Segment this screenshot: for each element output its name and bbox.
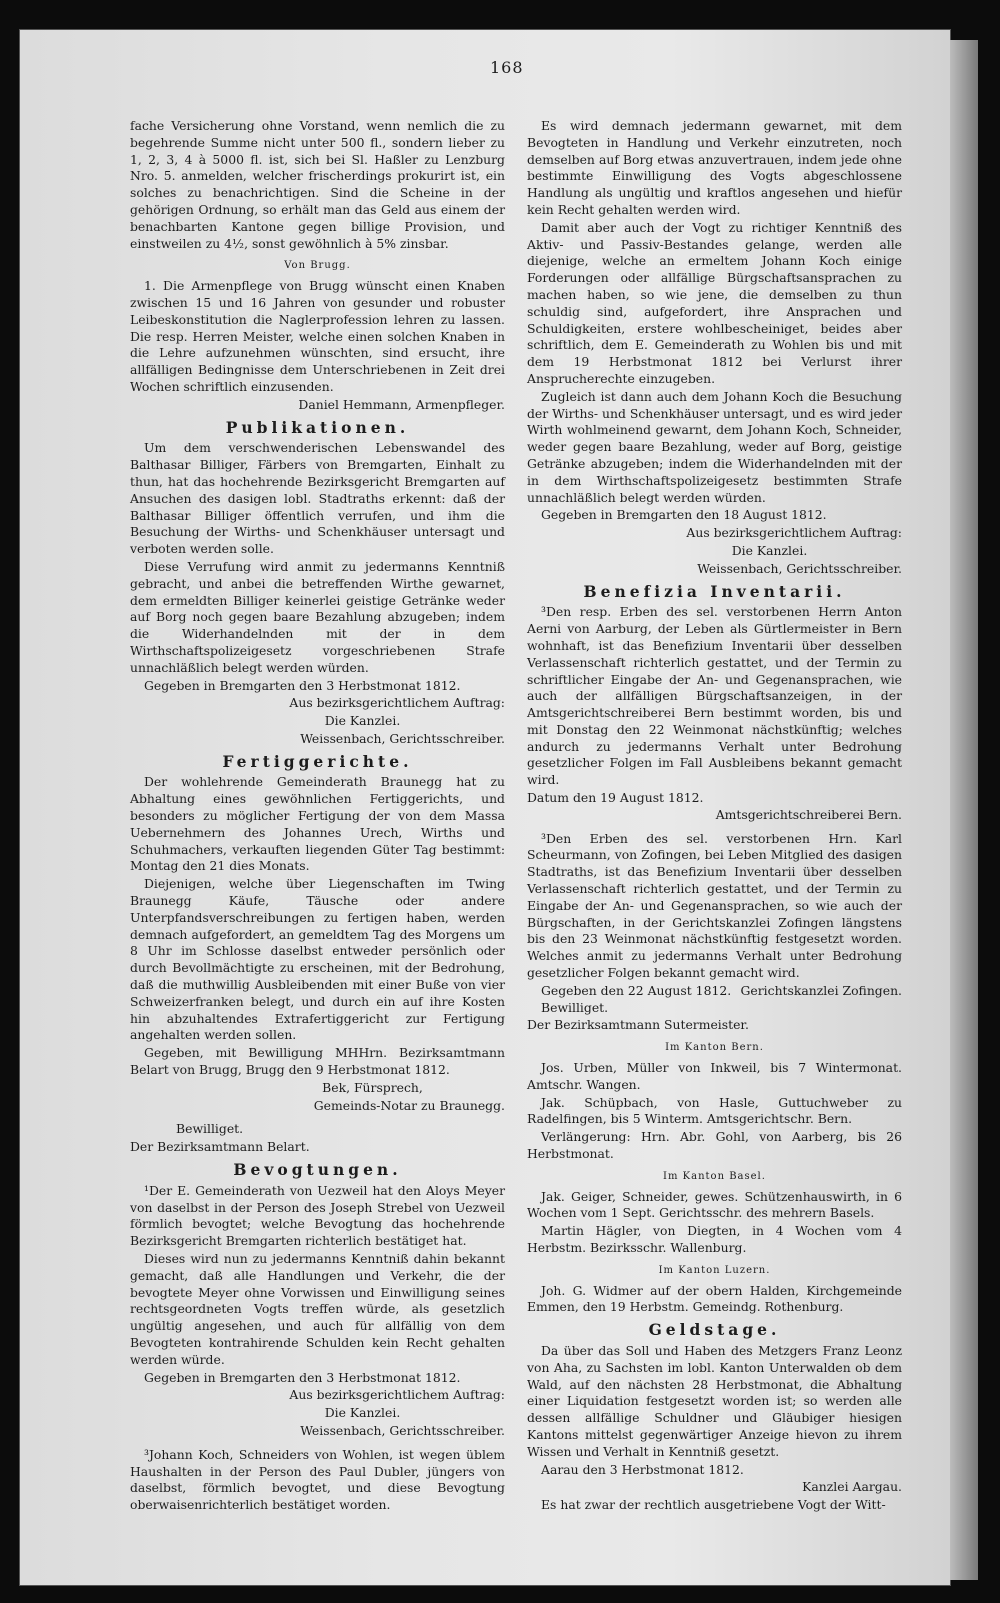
fertiggerichte-heading: Fertiggerichte. xyxy=(222,751,413,771)
geldstage-signature: Kanzlei Aargau. xyxy=(802,1479,902,1495)
koch-auftrag: Aus bezirksgerichtlichem Auftrag: xyxy=(686,525,902,541)
left-column xyxy=(130,118,505,1515)
publikationen-auftrag: Aus bezirksgerichtlichem Auftrag: xyxy=(289,695,505,711)
page-edge xyxy=(950,40,978,1580)
right-column xyxy=(527,118,902,1515)
publikationen-paragraph-2: Diese Verrufung wird anmit zu jedermanns Kenntniß gebracht, und anbei die betreffenden Wirthe gewarnet, dem ermeldten Billiger keinerlei geistige Getränke weder auf Borg noch gegen baare Bezahlung abzugeben; indem die Widerhandelnden mit der in dem Wirthschaftspolizeigesetz vorgeschriebenen Strafe unnachläßlich belegt werden würden. xyxy=(130,558,505,675)
fertiggerichte-signature-2: Gemeinds-Notar zu Braunegg. xyxy=(313,1097,505,1113)
koch-warning-paragraph: Es wird demnach jedermann gewarnet, mit dem Bevogteten in Handlung und Verkehr einzutreten, noch demselben auf Borg etwas anzuvertrauen, indem jede ohne bestimmte Einwilligung des Vogts abgeschlossene Handlung als ungültig und kraftlos angesehen und hiefür kein Recht gehalten werden wird. xyxy=(527,118,902,217)
publikationen-paragraph-1: Um dem verschwenderischen Lebenswandel des Balthasar Billiger, Färbers von Bremgarten, Einhalt zu thun, hat das hochehrende Bezirksgericht Bremgarten auf Ansuchen des dasigen lobl. Stadtraths erkennt: daß der Balthasar Billiger öffentlich verrufen, und ihm die Besuchung der Wirths- und Schenkhäuser untersagt und verboten werden solle. xyxy=(130,440,505,557)
basel-entry-2: Martin Hägler, von Diegten, in 4 Wochen vom 4 Herbstm. Bezirksschr. Wallenburg. xyxy=(527,1223,902,1255)
bern-entry-2: Jak. Schüpbach, von Hasle, Guttuchweber zu Radelfingen, bis 5 Winterm. Amtsgerichtschr. Bern. xyxy=(527,1094,902,1127)
publikationen-date: Gegeben in Bremgarten den 3 Herbstmonat 1812. xyxy=(144,677,461,693)
brugg-paragraph: 1. Die Armenpflege von Brugg wünscht einen Knaben zwischen 15 und 16 Jahren von gesunder und robuster Leibeskonstitution die Naglerprofession lehren zu lassen. Die resp. Herren Meister, welche einen solchen Knaben in die Lehre aufzunehmen wünschten, sind ersucht, ihre allfälligen Bedingnisse dem Unterschriebenen in Zeit drei Wochen schriftlich einzusenden. xyxy=(130,278,505,394)
benefizia-date-1: Datum den 19 August 1812. xyxy=(527,790,704,806)
benefizia-signature-2: Gerichtskanzlei Zofingen. xyxy=(740,982,902,998)
geldstage-paragraph: Da über das Soll und Haben des Metzgers Franz Leonz von Aha, zu Sachsten im lobl. Kanton Unterwalden ob dem Wald, auf den nächsten 28 Herbstmonat, die Abhaltung einer Liquidation festgesetzt worden ist; so werden alle dessen allfällige Schuldner und Gläubiger hiesigen Kantons mittelst gegenwärtiger Anzeige hievon zu ihrem Wissen und Verhalt in Kenntniß gesetzt. xyxy=(527,1342,902,1459)
last-line: Es hat zwar der rechtlich ausgetriebene Vogt der Witt- xyxy=(541,1497,886,1513)
fertiggerichte-signature-1: Bek, Fürsprech, xyxy=(322,1079,423,1095)
bern-entry-3: Verlängerung: Hrn. Abr. Gohl, von Aarberg, bis 26 Herbstmonat. xyxy=(527,1129,902,1162)
fertiggerichte-amtmann: Der Bezirksamtmann Belart. xyxy=(130,1139,310,1155)
koch-wirth-paragraph: Zugleich ist dann auch dem Johann Koch die Besuchung der Wirths- und Schenkhäuser untersagt, und es wird jeder Wirth wohlmeinend gewarnt, dem Johann Koch, Schneider, weder gegen baare Bezahlung, weder auf Borg, geistige Getränke abzugeben; indem die Widerhandelnden mit der in dem Wirthschaftspolizeigesetz bestimmten Strafe unnachläßlich belegt werden würden. xyxy=(527,388,902,505)
bevogtungen-date: Gegeben in Bremgarten den 3 Herbstmonat 1812. xyxy=(144,1369,461,1385)
benefizia-paragraph-1: ³Den resp. Erben des sel. verstorbenen Herrn Anton Aerni von Aarburg, der Leben als Gürtlermeister in Bern wohnhaft, ist das Benefizium Inventarii über desselben Verlassenschaft richterlich gestattet, und der Termin zu schriftlicher Eingabe der An- und Gegenansprachen, wie auch der allfälligen Bürgschaftsanzeigen, in der Amtsgerichtschreiberei Bern bestimmt worden, bis und mit Donstag den 22 Weinmonat nächstkünftig; welches andurch zu jedermanns Verhalt unter Bedrohung gesetzlicher Folgen im Fall Ausbleibens bekannt gemacht wird. xyxy=(527,604,902,788)
bevogtungen-auftrag: Aus bezirksgerichtlichem Auftrag: xyxy=(289,1387,505,1403)
fertiggerichte-paragraph-1: Der wohlehrende Gemeinderath Braunegg hat zu Abhaltung eines gewöhnlichen Fertiggerichts, und besonders zu möglicher Fertigung der von dem Massa Uebernehmern des Johannes Urech, Wirths und Schuhmachers, verkauften liegenden Güter Tag bestimmt: Montag den 21 dies Monats. xyxy=(130,774,505,874)
bevogtungen-paragraph-2: Dieses wird nun zu jedermanns Kenntniß dahin bekannt gemacht, daß alle Handlungen und Verkehr, die der bevogtete Meyer ohne Vorwissen und Einwilligung seines rechtsgeordneten Vogts treffen würde, als gesetzlich ungültig angesehen, und auch für allfällig von dem Bevogteten kontrahirende Schulden kein Recht gehalten werden würde. xyxy=(130,1251,505,1367)
koch-creditors-paragraph: Damit aber auch der Vogt zu richtiger Kenntniß des Aktiv- und Passiv-Bestandes gelange, werden alle diejenige, welche an ermeltem Johann Koch einige Forderungen oder allfällige Bürgschaftsansprachen zu machen haben, so wie jene, die demselben zu thun schuldig sind, aufgefordert, ihre Ansprachen und Schuldigkeiten, erstere wohlbescheiniget, beides aber schriftlich, dem E. Gemeinderath zu Wohlen bis und mit dem 19 Herbstmonat 1812 bei Verlurst ihrer Ansprucherechte einzugeben. xyxy=(527,219,902,386)
intro-paragraph: fache Versicherung ohne Vorstand, wenn nemlich die zu begehrende Summe nicht unter 500 fl., sondern lieber zu 1, 2, 3, 4 à 5000 fl. ist, sich bei Sl. Haßler zu Lenzburg Nro. 5. anmelden, welcher frischerdings prokurirt ist, ein solches zu benachrichtigen. Sind die Scheine in der gehörigen Ordnung, so erhält man das Geld aus einem der benachbarten Kantone gegen billige Provision, und einstweilen zu 4½, sonst gewöhnlich à 5% zinsbar. xyxy=(130,118,505,251)
koch-date: Gegeben in Bremgarten den 18 August 1812. xyxy=(541,507,827,523)
publikationen-heading: Publikationen. xyxy=(225,417,410,437)
luzern-entry-1: Joh. G. Widmer auf der obern Halden, Kirchgemeinde Emmen, den 19 Herbstm. Gemeindg. Rothenburg. xyxy=(527,1282,902,1315)
benefizia-signature-1: Amtsgerichtschreiberei Bern. xyxy=(715,806,902,822)
bern-entry-1: Jos. Urben, Müller von Inkweil, bis 7 Wintermonat. Amtschr. Wangen. xyxy=(527,1060,902,1092)
page-number: 168 xyxy=(490,58,524,77)
publikationen-signature: Weissenbach, Gerichtsschreiber. xyxy=(300,730,505,746)
brugg-heading: Von Brugg. xyxy=(284,260,351,272)
bevogtungen-paragraph-1: ¹Der E. Gemeinderath von Uezweil hat den Aloys Meyer von daselbst in der Person des Joseph Strebel von Uezweil förmlich bevogtet; welche Bevogtung das hochehrende Bezirksgericht Bremgarten richterlich bestätiget hat. xyxy=(130,1182,505,1249)
basel-entry-1: Jak. Geiger, Schneider, gewes. Schützenhauswirth, in 6 Wochen vom 1 Sept. Gerichtsschr. des mehrern Basels. xyxy=(527,1188,902,1221)
fertiggerichte-bewilliget: Bewilliget. xyxy=(176,1121,244,1137)
geldstage-heading: Geldstage. xyxy=(648,1320,781,1340)
geldstage-date: Aarau den 3 Herbstmonat 1812. xyxy=(541,1461,744,1477)
benefizia-paragraph-2: ³Den Erben des sel. verstorbenen Hrn. Karl Scheurmann, von Zofingen, bei Leben Mitglied des dasigen Stadtraths, ist das Benefizium Inventarii über desselben Verlassenschaft richterlich gestattet, und der Termin zu Eingabe der An- und Gegenansprachen, so wie auch der Bürgschaften, in der Gerichtskanzlei Zofingen längstens bis den 23 Weinmonat nächstkünftig festgesetzt worden. Welches anmit zu jedermanns Verhalt unter Bedrohung gesetzlicher Folgen bekannt gemacht wird. xyxy=(527,830,902,981)
koch-paragraph: ³Johann Koch, Schneiders von Wohlen, ist wegen üblem Haushalten in der Person des Paul Dubler, jüngers von daselbst, förmlich bevogtet, und diese Bevogtung oberwaisenrichterlich bestätiget worden. xyxy=(130,1446,505,1513)
fertiggerichte-paragraph-3: Gegeben, mit Bewilligung MHHrn. Bezirksamtmann Belart von Brugg, Brugg den 9 Herbstmonat 1812. xyxy=(130,1045,505,1078)
fertiggerichte-paragraph-2: Diejenigen, welche über Liegenschaften im Twing Braunegg Käufe, Täusche oder andere Unterpfandsverschreibungen zu fertigen haben, werden demnach aufgefordert, an gemeldtem Tag des Morgens um 8 Uhr im Schlosse daselbst entweder persönlich oder durch Bevollmächtigte zu erscheinen, mit der Bedrohung, daß die muthwillig Ausbleibenden mit einer Buße von vier Schweizerfranken belegt, und durch ein auf ihre Kosten hin abzuhaltendes Extrafertiggericht zur Fertigung angehalten werden sollen. xyxy=(130,876,505,1043)
brugg-signature: Daniel Hemmann, Armenpfleger. xyxy=(298,396,505,412)
bevogtungen-kanzlei: Die Kanzlei. xyxy=(324,1405,401,1421)
bevogtungen-signature: Weissenbach, Gerichtsschreiber. xyxy=(300,1422,505,1438)
kanton-luzern-heading: Im Kanton Luzern. xyxy=(658,1264,771,1276)
benefizia-amtmann: Der Bezirksamtmann Sutermeister. xyxy=(527,1017,749,1033)
koch-kanzlei: Die Kanzlei. xyxy=(731,542,808,558)
benefizia-bewilliget: Bewilliget. xyxy=(541,999,609,1015)
kanton-bern-heading: Im Kanton Bern. xyxy=(665,1042,764,1054)
benefizia-date-2: Gegeben den 22 August 1812. xyxy=(541,982,732,998)
publikationen-kanzlei: Die Kanzlei. xyxy=(324,713,401,729)
koch-signature: Weissenbach, Gerichtsschreiber. xyxy=(697,560,902,576)
kanton-basel-heading: Im Kanton Basel. xyxy=(663,1170,766,1182)
bevogtungen-heading: Bevogtungen. xyxy=(233,1160,402,1180)
benefizia-heading: Benefizia Inventarii. xyxy=(583,581,846,601)
